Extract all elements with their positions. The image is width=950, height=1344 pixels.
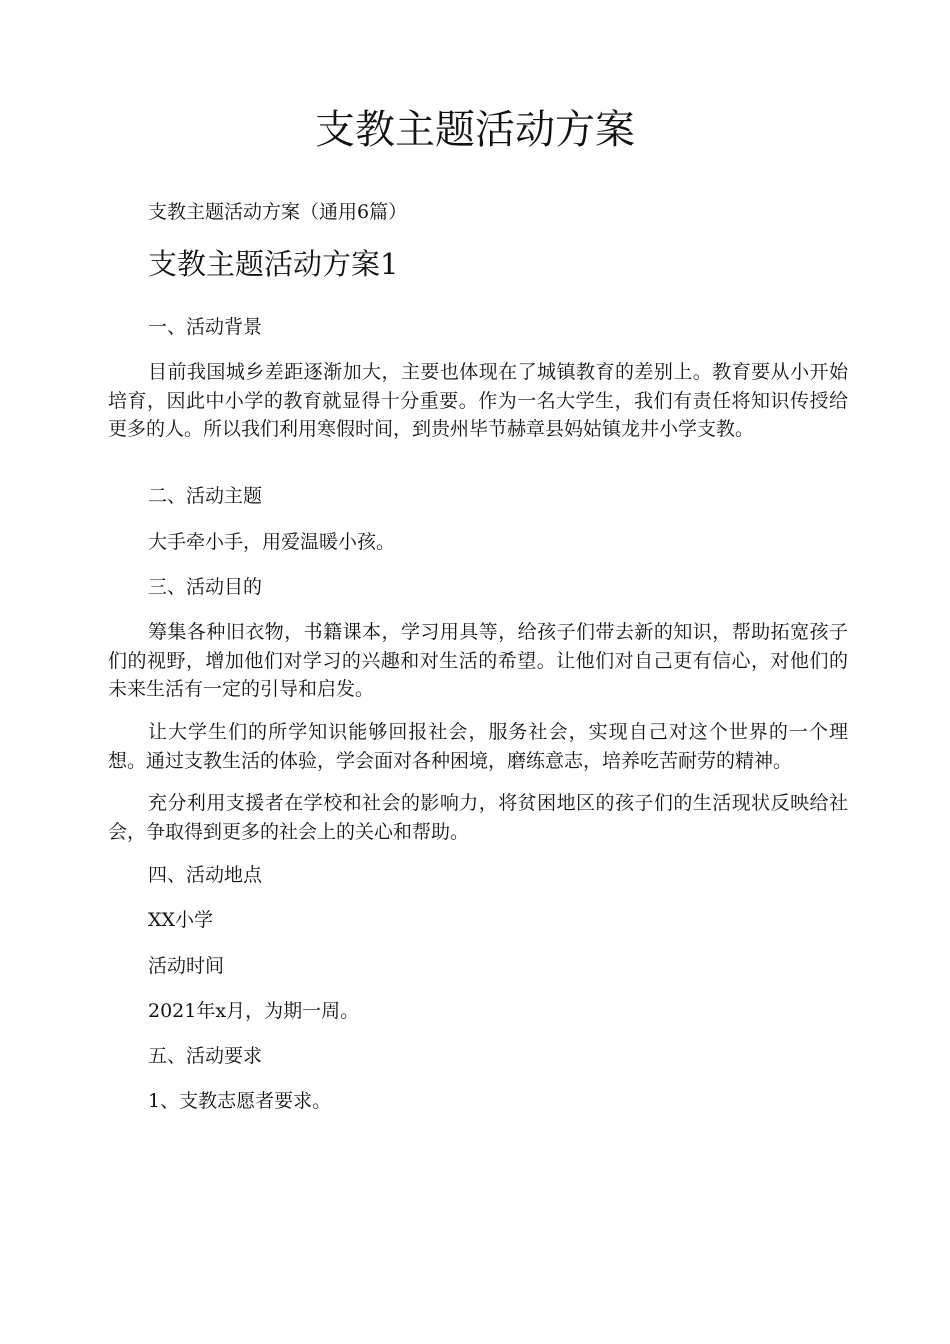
section-title: 支教主题活动方案1: [148, 247, 399, 281]
text-theme: 大手牵小手，用爱温暖小孩。: [148, 531, 396, 553]
text-time: 2021年x月，为期一周。: [148, 1000, 360, 1022]
text-location: XX小学: [148, 909, 214, 931]
heading-location: 四、活动地点: [148, 864, 263, 886]
heading-background: 一、活动背景: [148, 316, 263, 338]
paragraph-purpose-3: 充分利用支援者在学校和社会的影响力，将贫困地区的孩子们的生活现状反映给社会，争取得到更多的社会上的关心和帮助。: [108, 792, 848, 843]
heading-theme: 二、活动主题: [148, 485, 263, 507]
heading-purpose: 三、活动目的: [148, 576, 263, 598]
document-title: 支教主题活动方案: [315, 107, 635, 153]
paragraph-purpose-1: 筹集各种旧衣物，书籍课本，学习用具等，给孩子们带去新的知识，帮助拓宽孩子们的视野，增加他们对学习的兴趣和对生活的希望。让他们对自己更有信心，对他们的未来生活有一定的引导和启发。: [108, 621, 848, 700]
document-subtitle: 支教主题活动方案（通用6篇）: [148, 201, 408, 223]
heading-time: 活动时间: [148, 955, 225, 977]
heading-requirements: 五、活动要求: [148, 1045, 263, 1067]
paragraph-background: 目前我国城乡差距逐渐加大，主要也体现在了城镇教育的差别上。教育要从小开始培育，因此中小学的教育就显得十分重要。作为一名大学生，我们有责任将知识传授给更多的人。所以我们利用寒假时间，到贵州毕节赫章县妈姑镇龙井小学支教。: [108, 361, 848, 440]
paragraph-purpose-2: 让大学生们的所学知识能够回报社会，服务社会，实现自己对这个世界的一个理想。通过支教生活的体验，学会面对各种困境，磨练意志，培养吃苦耐劳的精神。: [108, 721, 848, 772]
text-requirement-1: 1、支教志愿者要求。: [148, 1090, 332, 1112]
